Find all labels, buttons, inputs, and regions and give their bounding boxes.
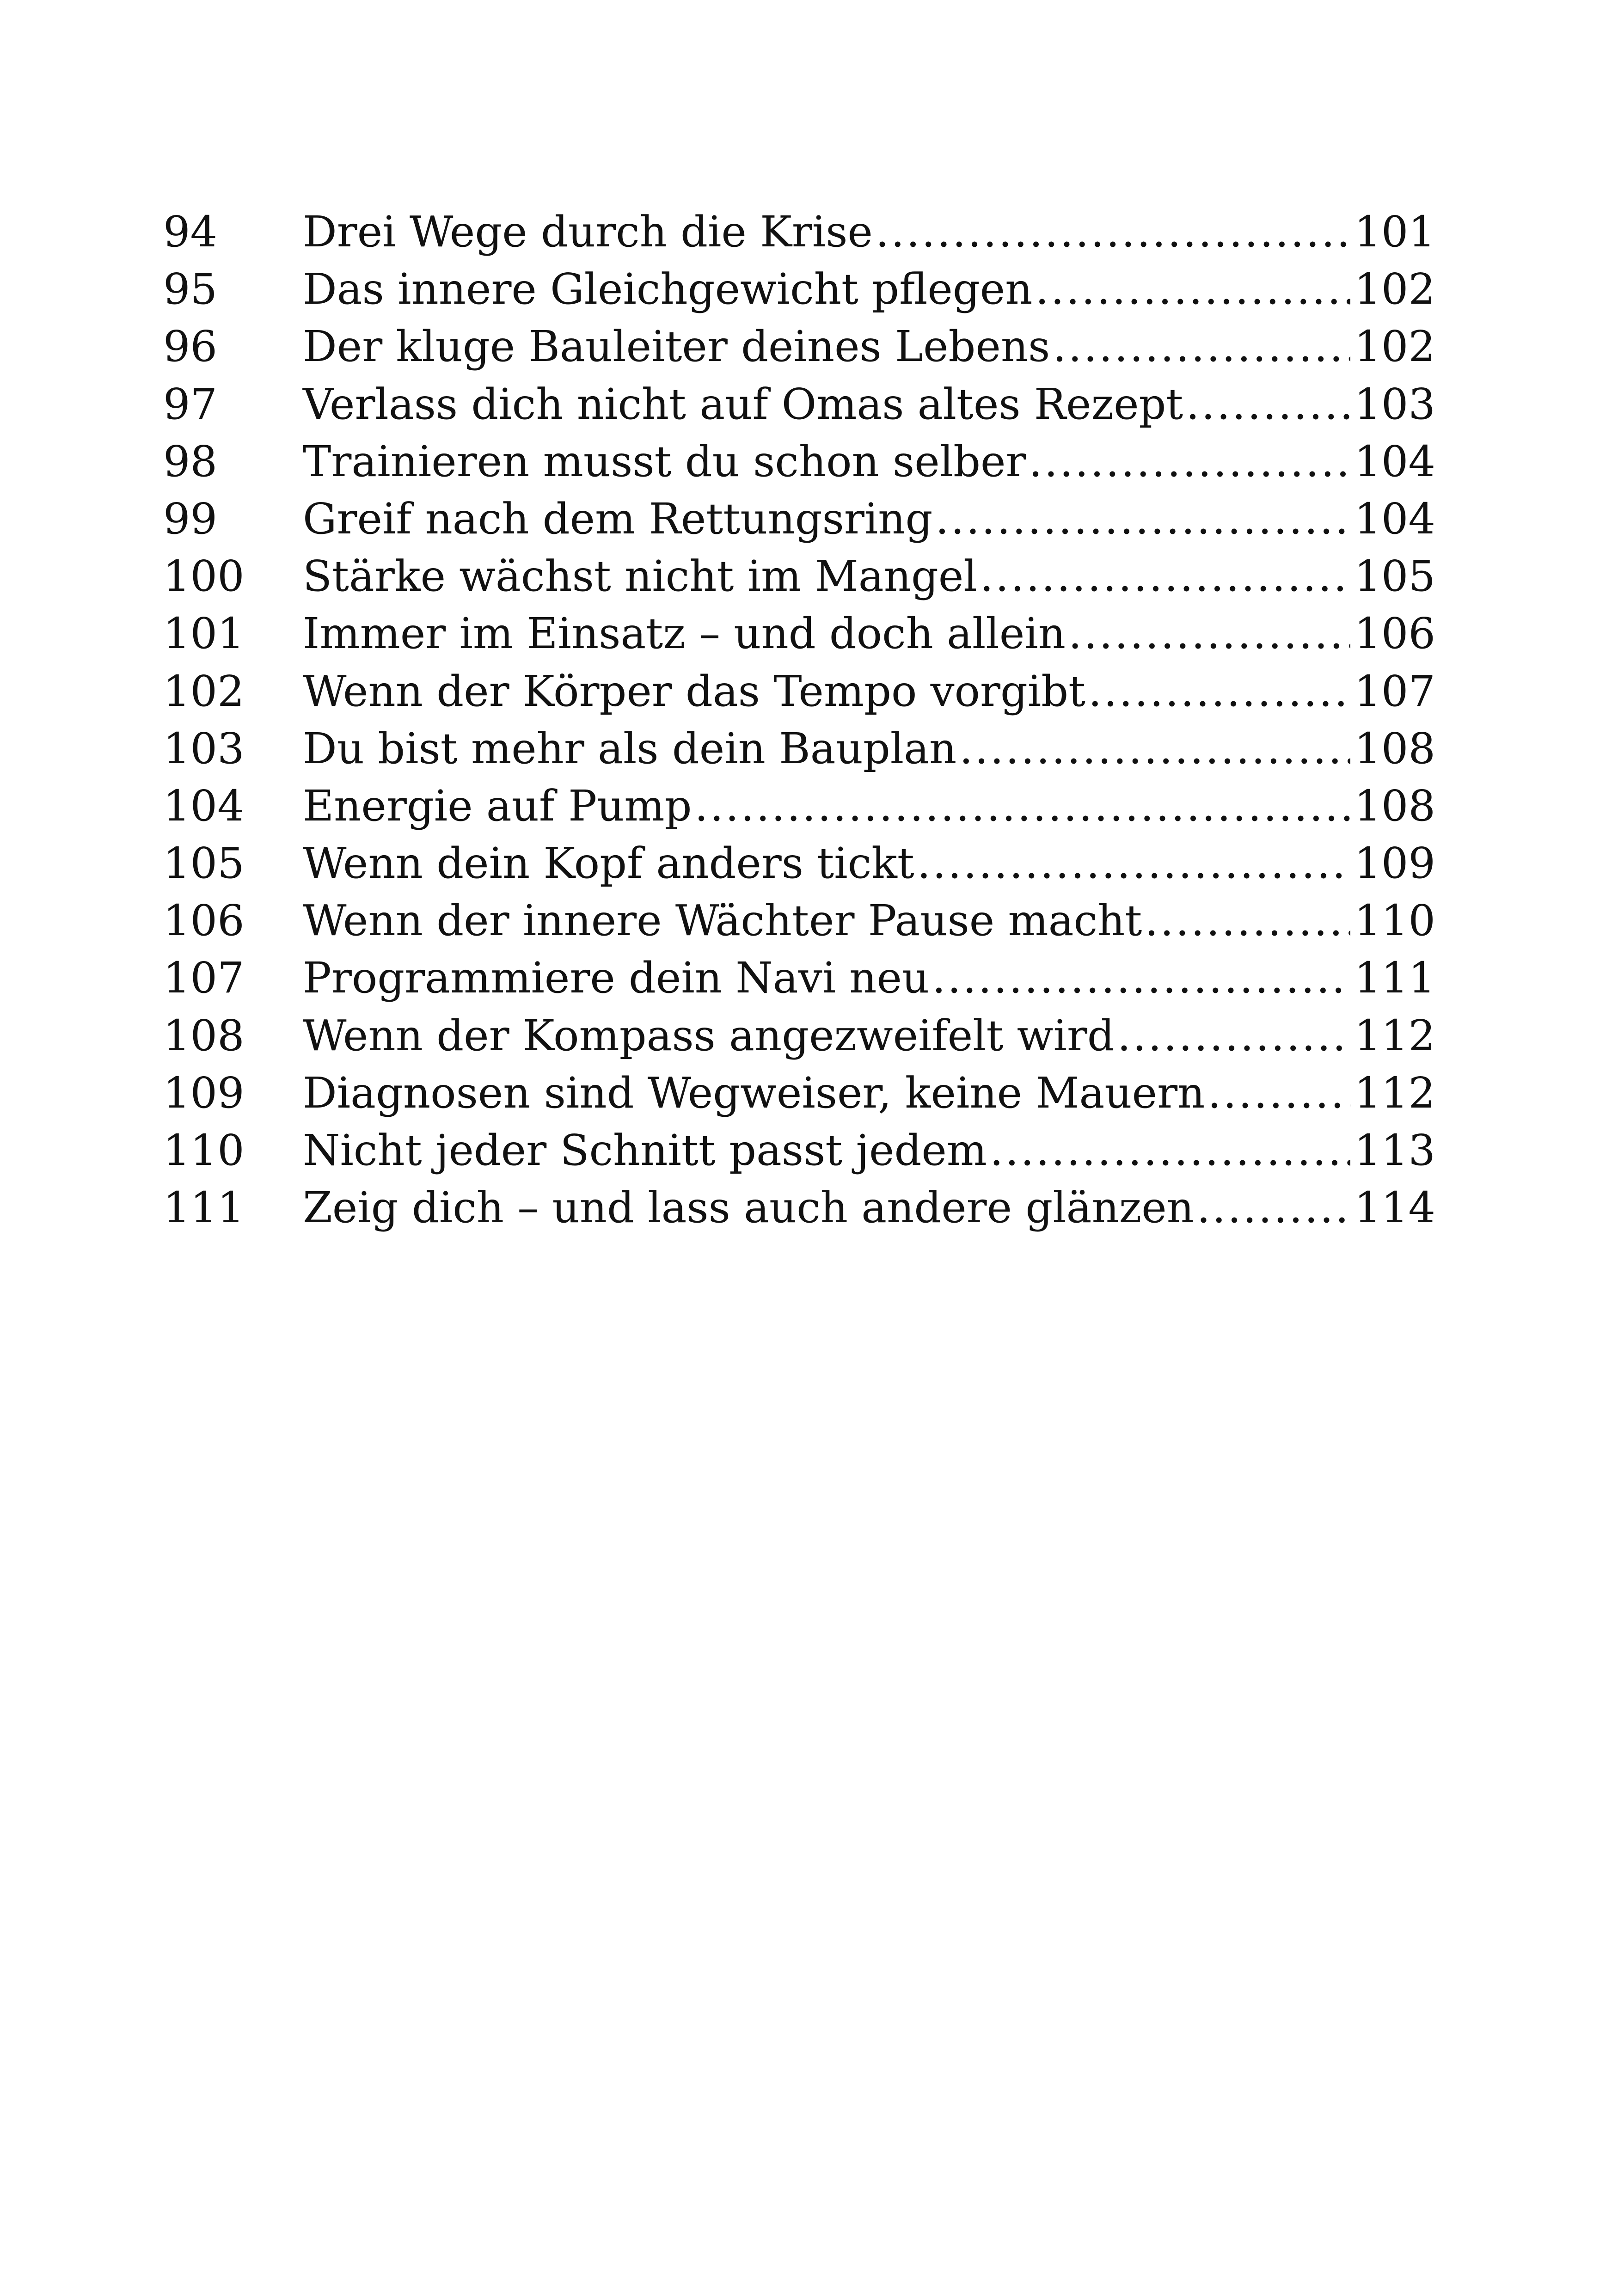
toc-dot-leader [1117,1007,1351,1065]
toc-entry-title: Nicht jeder Schnitt passt jedem [303,1126,987,1175]
toc-entry[interactable] [163,318,1435,375]
toc-entry-page: 101 [1354,207,1435,257]
toc-entry-page: 102 [1354,264,1435,314]
toc-entry-number: 94 [163,207,218,257]
toc-entry-page: 109 [1354,839,1435,888]
toc-entry[interactable] [163,778,1435,835]
toc-dot-leader [1145,892,1350,949]
toc-entry[interactable] [163,949,1435,1007]
toc-entry-number: 103 [163,723,245,773]
toc-entry[interactable] [163,1122,1435,1179]
toc-entry-title: Das innere Gleichgewicht pflegen [303,264,1033,314]
toc-entry-title: Diagnosen sind Wegweiser, keine Mauern [303,1068,1205,1118]
toc-entry-page: 104 [1354,494,1435,544]
toc-entry-title: Wenn der innere Wächter Pause macht [303,896,1142,946]
toc-entry-page: 111 [1354,953,1435,1003]
toc-entry[interactable] [163,720,1435,778]
toc-entry-number: 97 [163,379,218,429]
toc-entry-number: 100 [163,551,245,601]
toc-entry-title: Energie auf Pump [303,781,692,831]
toc-dot-leader [990,1122,1350,1179]
toc-entry-title: Du bist mehr als dein Bauplan [303,723,957,773]
toc-entry-number: 107 [163,953,245,1003]
toc-entry[interactable] [163,1007,1435,1065]
toc-entry-number: 109 [163,1068,245,1118]
toc-entry-title: Drei Wege durch die Krise [303,207,873,257]
toc-entry-page: 114 [1354,1183,1435,1233]
toc-entry-number: 110 [163,1126,245,1175]
toc-entry[interactable] [163,548,1435,605]
toc-dot-leader [1068,605,1350,662]
toc-entry-page: 112 [1354,1068,1435,1118]
toc-dot-leader [1029,433,1350,490]
toc-entry-title: Immer im Einsatz – und doch allein [303,609,1066,659]
toc-entry-number: 102 [163,666,245,716]
toc-entry-page: 108 [1354,723,1435,773]
toc-entry-title: Greif nach dem Rettungsring [303,494,933,544]
toc-entry-page: 112 [1354,1010,1435,1060]
toc-entry[interactable] [163,835,1435,892]
toc-dot-leader [1197,1179,1350,1237]
toc-dot-leader [1053,318,1350,375]
toc-entry[interactable] [163,892,1435,949]
toc-entry[interactable] [163,376,1435,433]
toc-entry[interactable] [163,261,1435,318]
toc-entry[interactable] [163,1065,1435,1122]
toc-entry-title: Wenn dein Kopf anders tickt [303,839,914,888]
toc-entry-number: 98 [163,436,218,486]
toc-entry-number: 111 [163,1183,245,1233]
toc-entry[interactable] [163,433,1435,490]
toc-entry-number: 104 [163,781,245,831]
toc-entry-title: Programmiere dein Navi neu [303,953,930,1003]
toc-entry-title: Der kluge Bauleiter deines Lebens [303,322,1050,372]
toc-dot-leader [1088,663,1350,720]
toc-entry-number: 96 [163,322,218,372]
toc-dot-leader [935,490,1350,548]
toc-entry-number: 105 [163,839,245,888]
toc-entry-page: 103 [1354,379,1435,429]
toc-entry-number: 106 [163,896,245,946]
toc-entry-title: Stärke wächst nicht im Mangel [303,551,977,601]
toc-entry-number: 108 [163,1010,245,1060]
toc-dot-leader [1207,1065,1350,1122]
table-of-contents [163,203,1435,1237]
toc-entry-title: Wenn der Kompass angezweifelt wird [303,1010,1115,1060]
toc-entry-page: 106 [1354,609,1435,659]
toc-dot-leader [876,203,1351,261]
toc-entry-page: 110 [1354,896,1435,946]
toc-entry[interactable] [163,1179,1435,1237]
toc-entry-page: 107 [1354,666,1435,716]
toc-dot-leader [917,835,1351,892]
toc-dot-leader [980,548,1351,605]
toc-entry-title: Verlass dich nicht auf Omas altes Rezept [303,379,1183,429]
toc-entry-title: Trainieren musst du schon selber [303,436,1026,486]
toc-dot-leader [1186,376,1350,433]
toc-entry[interactable] [163,605,1435,662]
toc-entry-number: 99 [163,494,218,544]
toc-entry-number: 101 [163,609,245,659]
toc-entry-title: Zeig dich – und lass auch andere glänzen [303,1183,1194,1233]
toc-entry-page: 113 [1354,1126,1435,1175]
toc-dot-leader [932,949,1350,1007]
toc-entry-page: 104 [1354,436,1435,486]
toc-entry[interactable] [163,663,1435,720]
toc-dot-leader [959,720,1350,778]
toc-dot-leader [1035,261,1350,318]
toc-entry-page: 108 [1354,781,1435,831]
toc-entry-page: 102 [1354,322,1435,372]
toc-entry-title: Wenn der Körper das Tempo vorgibt [303,666,1086,716]
toc-entry-number: 95 [163,264,218,314]
toc-entry-page: 105 [1354,551,1435,601]
toc-entry[interactable] [163,490,1435,548]
toc-entry[interactable] [163,203,1435,261]
toc-dot-leader [695,778,1351,835]
